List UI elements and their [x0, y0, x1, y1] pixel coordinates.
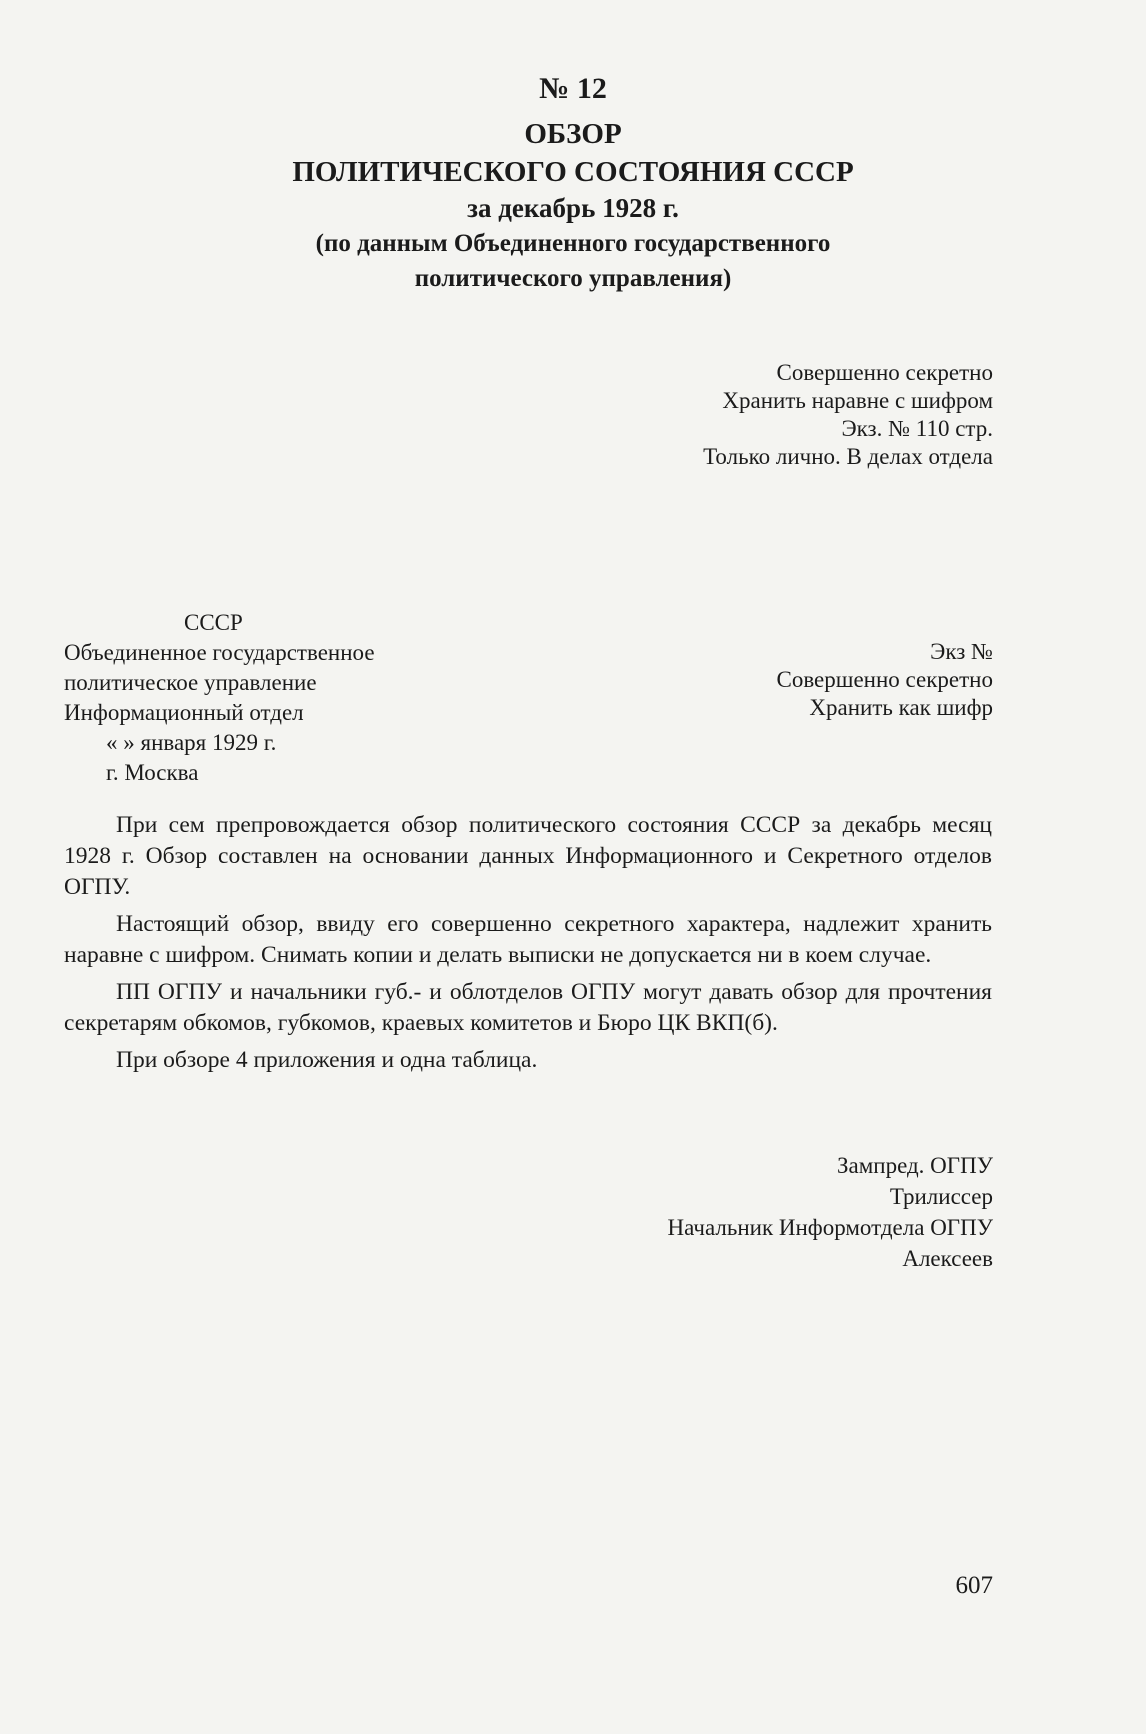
- body-paragraph: При сем препровождается обзор политического состояния СССР за декабрь месяц 1928 г. Обзор составлен на основании данных Информационного и Секретного отделов ОГПУ.: [64, 812, 992, 900]
- document-number: № 12: [539, 72, 607, 105]
- page-number: 607: [955, 1572, 993, 1599]
- document-subtitle: ПОЛИТИЧЕСКОГО СОСТОЯНИЯ СССР: [292, 156, 854, 188]
- document-source-line-1: (по данным Объединенного государственного: [315, 230, 831, 257]
- body-paragraph: При обзоре 4 приложения и одна таблица.: [116, 1047, 538, 1073]
- sender-date: « » января 1929 г.: [106, 730, 277, 755]
- stamp-line: Экз. № 110 стр.: [841, 416, 993, 441]
- document-source-line-2: политического управления): [414, 265, 732, 292]
- body-paragraph: Настоящий обзор, ввиду его совершенно секретного характера, надлежит хранить наравне с шифром. Снимать копии и делать выписки не допускается ни в коем случае.: [64, 911, 992, 968]
- cover-letter-body: [64, 810, 992, 1082]
- sender-country: СССР: [184, 610, 243, 635]
- signature-name: Алексеев: [902, 1246, 993, 1271]
- sender-block: [64, 608, 375, 788]
- body-paragraph: ПП ОГПУ и начальники губ.- и облотделов ОГПУ могут давать обзор для прочтения секретарям обкомов, губкомов, краевых комитетов и Бюро ЦК ВКП(б).: [64, 979, 992, 1036]
- secrecy-stamp-top: [703, 359, 993, 471]
- sender-department: Информационный отдел: [64, 700, 304, 725]
- stamp-secret: Совершенно секретно: [776, 667, 993, 692]
- signature-title: Начальник Информотдела ОГПУ: [667, 1215, 993, 1240]
- stamp-line: Совершенно секретно: [776, 360, 993, 385]
- signature-block: [667, 1150, 993, 1274]
- stamp-keep: Хранить как шифр: [809, 695, 993, 720]
- stamp-copy: Экз №: [930, 639, 993, 664]
- sender-org-line-2: политическое управление: [64, 670, 317, 695]
- sender-org-line-1: Объединенное государственное: [64, 640, 375, 665]
- secrecy-stamp-right: [776, 638, 993, 722]
- signature-name: Трилиссер: [889, 1184, 993, 1209]
- stamp-line: Только лично. В делах отдела: [703, 444, 993, 469]
- document-period: за декабрь 1928 г.: [467, 193, 679, 223]
- sender-city: г. Москва: [106, 760, 199, 785]
- document-title: ОБЗОР: [524, 118, 622, 150]
- stamp-line: Хранить наравне с шифром: [722, 388, 993, 413]
- signature-title: Зампред. ОГПУ: [836, 1153, 993, 1178]
